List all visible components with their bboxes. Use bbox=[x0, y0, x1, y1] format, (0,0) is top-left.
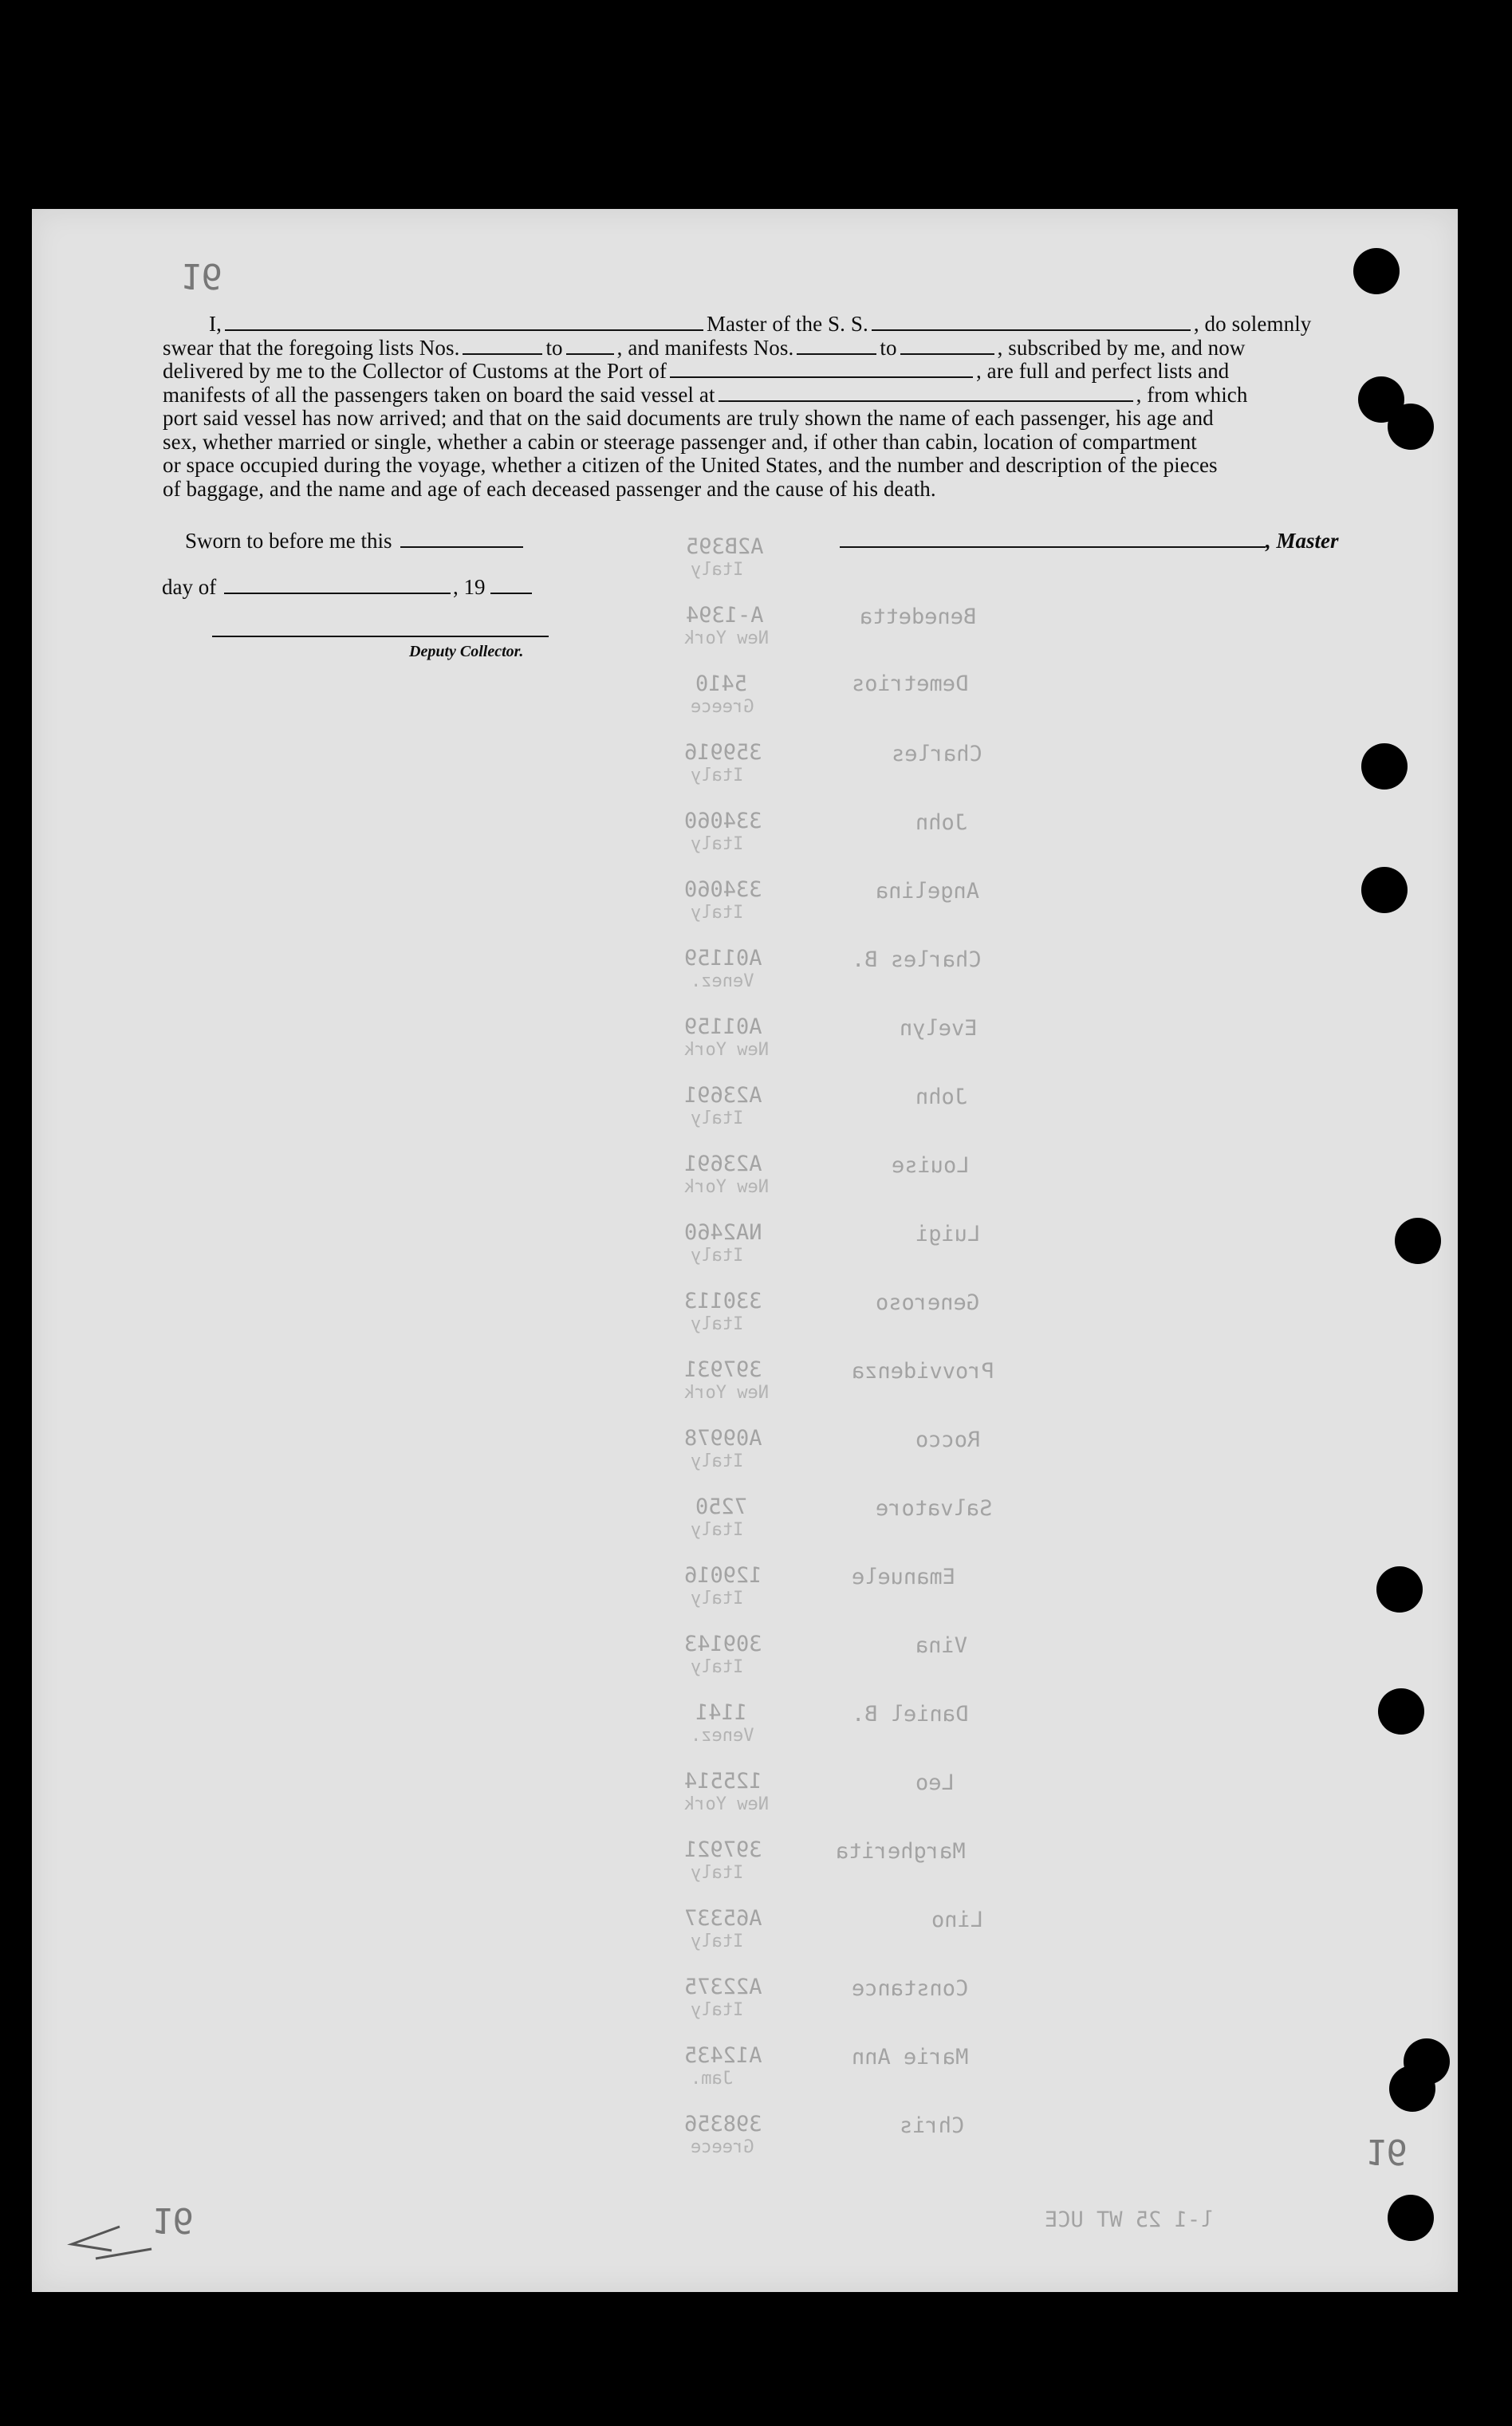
blank-manifest-from bbox=[797, 337, 876, 355]
punch-hole bbox=[1389, 2066, 1435, 2112]
punch-hole bbox=[1395, 1218, 1441, 1264]
sworn-before-label: Sworn to before me this bbox=[185, 529, 523, 553]
punch-hole bbox=[1361, 867, 1408, 913]
oath-line-4: manifests of all the passengers taken on board the said vessel at , from which bbox=[163, 382, 1248, 407]
punch-hole bbox=[1353, 248, 1400, 294]
blank-manifest-to bbox=[900, 337, 994, 355]
oath-line-1: I, Master of the S. S. , do solemnly bbox=[209, 312, 1312, 336]
show-through-page-number-left: 16 bbox=[152, 2200, 194, 2240]
punch-hole bbox=[1378, 1688, 1424, 1735]
blank-master-name bbox=[225, 313, 703, 331]
oath-line-8: of baggage, and the name and age of each deceased passenger and the cause of his death. bbox=[163, 476, 936, 501]
blank-year bbox=[490, 577, 532, 594]
blank-ship-name bbox=[872, 313, 1191, 331]
blank-list-from bbox=[463, 337, 542, 355]
show-through-page-number-right: 16 bbox=[1365, 2131, 1408, 2172]
master-signature-line: , Master bbox=[840, 529, 1339, 553]
deputy-collector-label: Deputy Collector. bbox=[409, 643, 524, 660]
oath-line-5: port said vessel has now arrived; and that on the said documents are truly shown the name of each passenger, his age and bbox=[163, 406, 1214, 430]
oath-line-6: sex, whether married or single, whether a cabin or steerage passenger and, if other than cabin, location of compartment bbox=[163, 429, 1197, 454]
oath-line-3: delivered by me to the Collector of Customs at the Port of , are full and perfect lists and bbox=[163, 359, 1230, 383]
blank-port bbox=[670, 360, 973, 378]
blank-departure-port bbox=[719, 384, 1133, 402]
oath-paragraph bbox=[163, 313, 1333, 501]
punch-hole bbox=[1376, 1566, 1423, 1613]
blank-master-signature bbox=[840, 530, 1266, 548]
punch-hole bbox=[1388, 2195, 1434, 2241]
punch-hole bbox=[1361, 743, 1408, 790]
deputy-collector-line bbox=[212, 636, 549, 637]
blank-sworn-day bbox=[400, 530, 523, 548]
show-through-page-number: 16 bbox=[180, 255, 222, 296]
oath-line-7: or space occupied during the voyage, whether a citizen of the United States, and the number and description of the pieces bbox=[163, 453, 1218, 477]
blank-list-to bbox=[566, 337, 614, 355]
blank-day-of bbox=[224, 577, 451, 594]
show-through-footer-code: l-1 25 WT UCE bbox=[1045, 2207, 1214, 2232]
punch-hole bbox=[1388, 404, 1434, 450]
handwritten-mark bbox=[64, 2220, 159, 2268]
oath-line-2: swear that the foregoing lists Nos. to , and manifests Nos. to , subscribed by me, and now bbox=[163, 335, 1246, 360]
day-of-line: day of , 19 bbox=[162, 575, 532, 600]
